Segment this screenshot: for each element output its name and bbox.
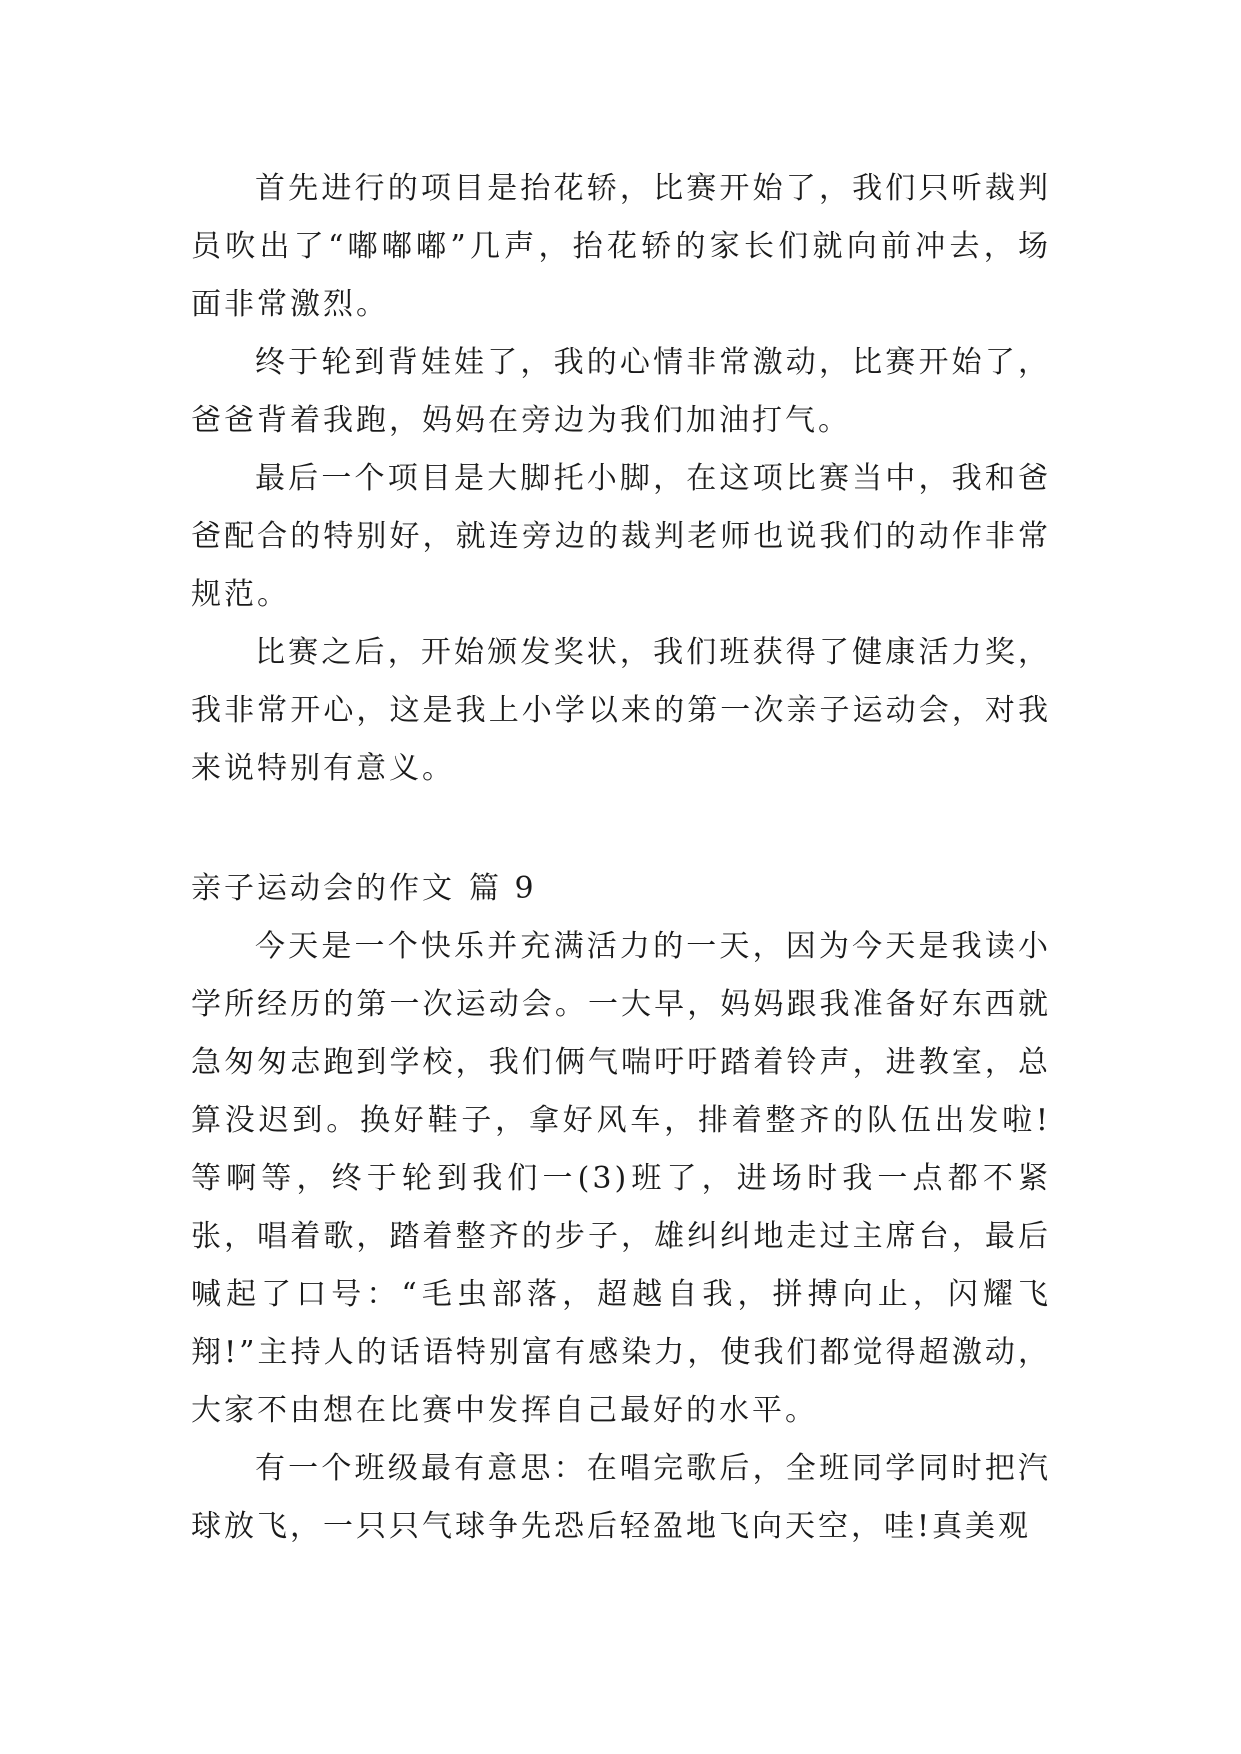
section-heading-number: 篇 9 — [469, 871, 537, 906]
document-page — [191, 160, 1051, 1556]
paragraph: 今天是一个快乐并充满活力的一天，因为今天是我读小学所经历的第一次运动会。一大早，妈妈跟我准备好东西就急匆匆志跑到学校，我们俩气喘吁吁踏着铃声，进教室，总算没迟到。换好鞋子，拿好风车，排着整齐的队伍出发啦!等啊等，终于轮到我们一(3)班了，进场时我一点都不紧张，唱着歌，踏着整齐的步子，雄纠纠地走过主席台，最后喊起了口号：“毛虫部落，超越自我，拼搏向止，闪耀飞翔!”主持人的话语特别富有感染力，使我们都觉得超激动，大家不由想在比赛中发挥自己最好的水平。 — [191, 929, 1051, 1428]
paragraph: 比赛之后，开始颁发奖状，我们班获得了健康活力奖，我非常开心，这是我上小学以来的第一次亲子运动会，对我来说特别有意义。 — [191, 635, 1051, 786]
paragraph: 最后一个项目是大脚托小脚，在这项比赛当中，我和爸爸配合的特别好，就连旁边的裁判老师也说我们的动作非常规范。 — [191, 461, 1051, 612]
paragraph: 有一个班级最有意思：在唱完歌后，全班同学同时把汽球放飞，一只只气球争先恐后轻盈地飞向天空，哇!真美观 — [191, 1451, 1051, 1544]
paragraph: 首先进行的项目是抬花轿，比赛开始了，我们只听裁判员吹出了“嘟嘟嘟”几声，抬花轿的家长们就向前冲去，场面非常激烈。 — [191, 171, 1051, 322]
section-heading-title: 亲子运动会的作文 — [191, 871, 455, 906]
paragraph: 终于轮到背娃娃了，我的心情非常激动，比赛开始了，爸爸背着我跑，妈妈在旁边为我们加油打气。 — [191, 345, 1051, 438]
section-heading — [191, 860, 1051, 918]
